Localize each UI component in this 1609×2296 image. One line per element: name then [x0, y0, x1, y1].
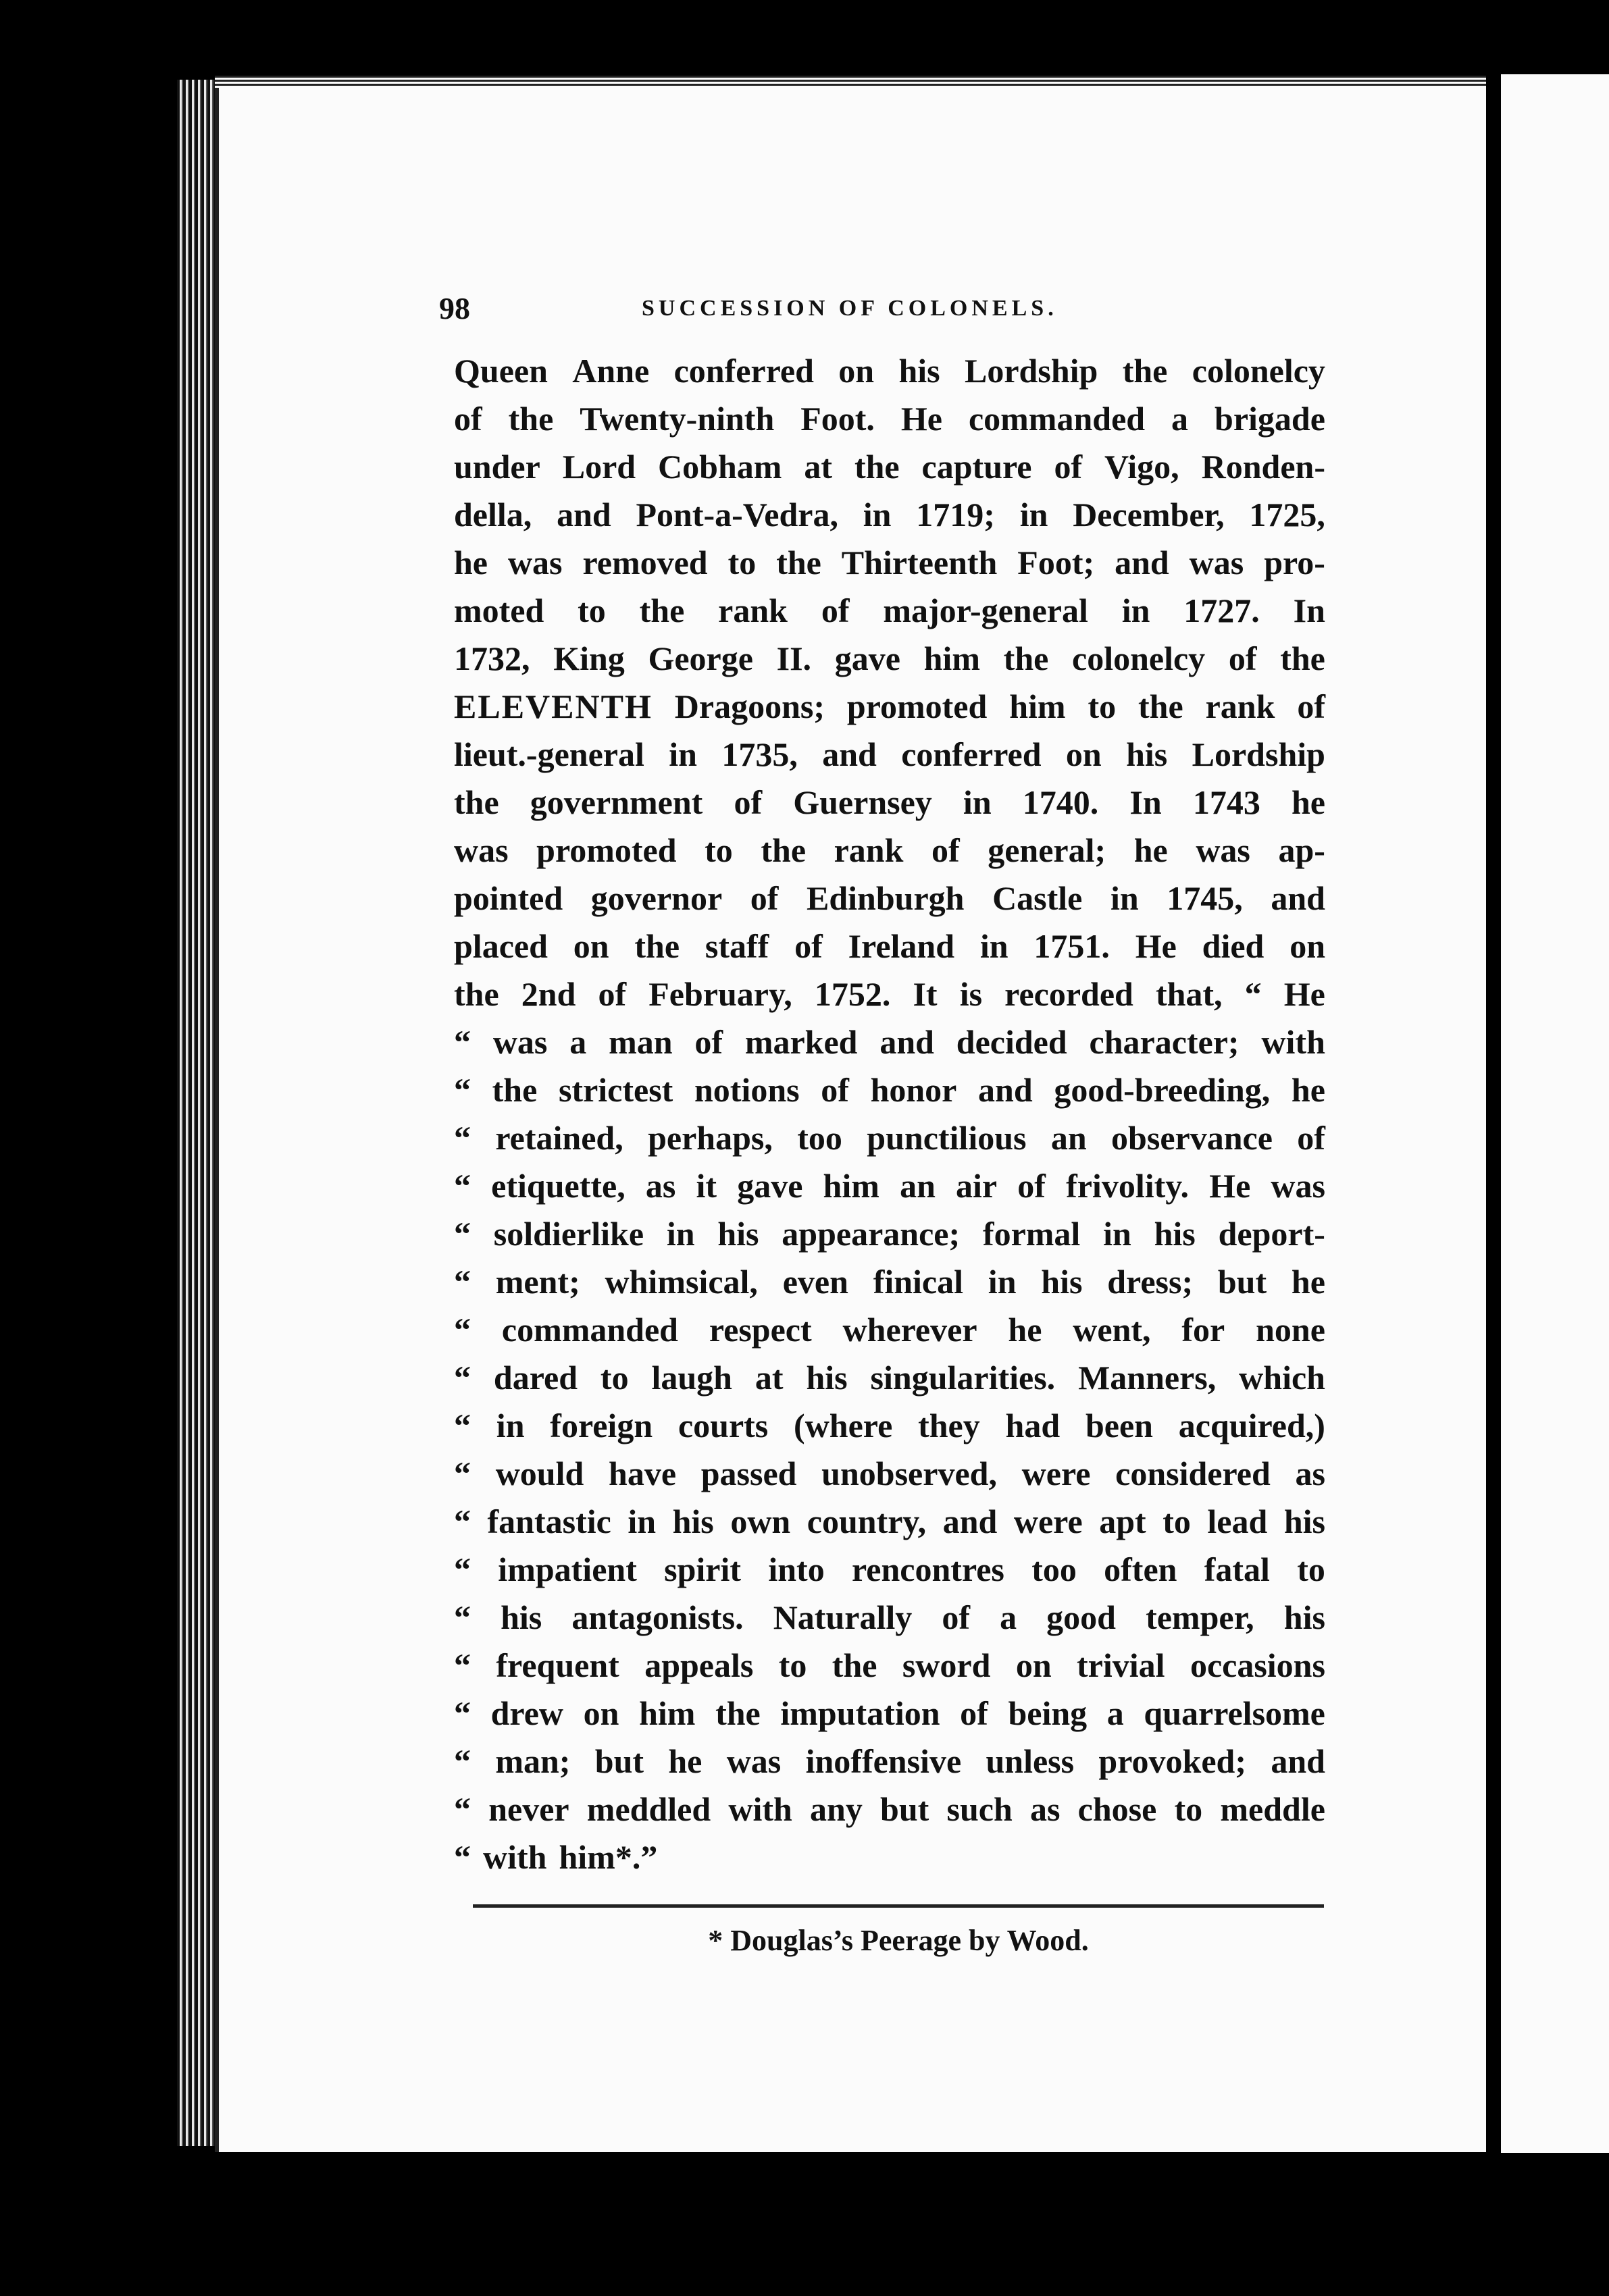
text-line: “ would have passed unobserved, were considered as: [454, 1455, 1325, 1492]
text-line: “ man; but he was inoffensive unless provoked; and: [454, 1742, 1325, 1780]
text-line: ELEVENTH Dragoons; promoted him to the rank of: [454, 687, 1325, 725]
page-edge-lines: [215, 76, 1493, 88]
text-line: 1732, King George II. gave him the colonelcy of the: [454, 640, 1325, 677]
text-line: the government of Guernsey in 1740. In 1743 he: [454, 783, 1325, 821]
text-line: “ his antagonists. Naturally of a good temper, his: [454, 1598, 1325, 1636]
text-line: “ in foreign courts (where they had been acquired,): [454, 1407, 1325, 1444]
body-text: [454, 351, 1325, 1891]
text-line: “ etiquette, as it gave him an air of frivolity. He was: [454, 1167, 1325, 1205]
text-line: “ drew on him the imputation of being a quarrelsome: [454, 1694, 1325, 1732]
running-title: SUCCESSION OF COLONELS.: [642, 296, 1058, 321]
text-line: placed on the staff of Ireland in 1751. He died on: [454, 927, 1325, 965]
text-line: “ frequent appeals to the sword on trivial occasions: [454, 1646, 1325, 1684]
text-line: he was removed to the Thirteenth Foot; and was pro-: [454, 544, 1325, 581]
text-line: “ dared to laugh at his singularities. Manners, which: [454, 1359, 1325, 1397]
text-line: “ commanded respect wherever he went, for none: [454, 1311, 1325, 1349]
text-line: della, and Pont-a-Vedra, in 1719; in December, 1725,: [454, 496, 1325, 533]
facing-page-edge: [1501, 74, 1609, 2153]
text-line: “ soldierlike in his appearance; formal in his deport-: [454, 1215, 1325, 1253]
footnote: * Douglas’s Peerage by Wood.: [708, 1924, 1089, 1957]
page-number: 98: [439, 291, 470, 325]
text-line: lieut.-general in 1735, and conferred on his Lordship: [454, 735, 1325, 773]
text-line: “ fantastic in his own country, and were apt to lead his: [454, 1503, 1325, 1540]
text-line: moted to the rank of major-general in 1727. In: [454, 592, 1325, 629]
text-line: “ was a man of marked and decided character; with: [454, 1023, 1325, 1061]
text-line: “ never meddled with any but such as chose to meddle: [454, 1790, 1325, 1828]
text-line: “ with him*.”: [454, 1838, 658, 1876]
text-line: was promoted to the rank of general; he was ap-: [454, 831, 1325, 869]
book-gutter: [177, 80, 218, 2146]
text-line: “ ment; whimsical, even finical in his dress; but he: [454, 1263, 1325, 1301]
text-line: “ impatient spirit into rencontres too often fatal to: [454, 1550, 1325, 1588]
text-line: of the Twenty-ninth Foot. He commanded a brigade: [454, 400, 1325, 438]
text-line: the 2nd of February, 1752. It is recorded that, “ He: [454, 975, 1325, 1013]
text-line: Queen Anne conferred on his Lordship the colonelcy: [454, 352, 1325, 390]
text-line: pointed governor of Edinburgh Castle in 1745, and: [454, 879, 1325, 917]
text-line: “ the strictest notions of honor and good-breeding, he: [454, 1071, 1325, 1109]
text-line: “ retained, perhaps, too punctilious an observance of: [454, 1119, 1325, 1157]
footnote-divider: [473, 1904, 1324, 1908]
page-header: [439, 290, 1337, 331]
page-edge-shadow: [1486, 76, 1501, 2152]
text-line: under Lord Cobham at the capture of Vigo, Ronden-: [454, 448, 1325, 486]
